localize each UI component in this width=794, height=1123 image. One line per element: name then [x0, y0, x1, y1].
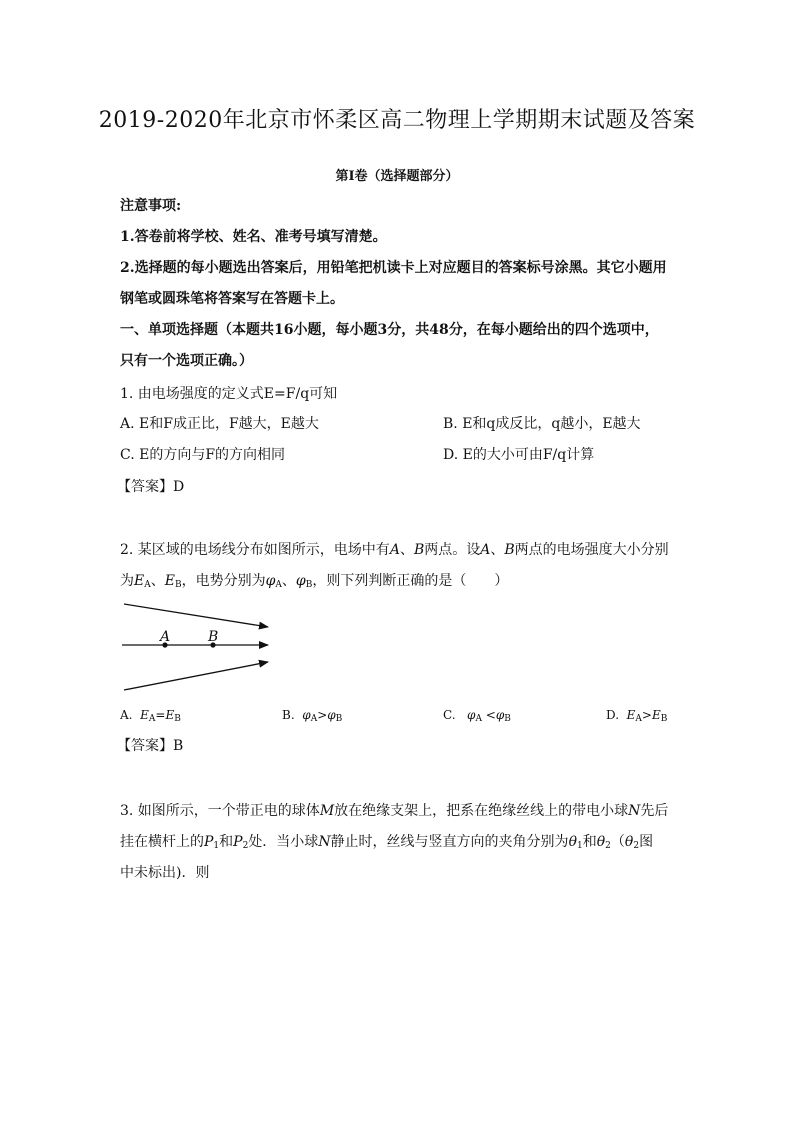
part1-instruction-line-1: 一、单项选择题（本题共16小题，每小题3分，共48分，在每小题给出的四个选项中，	[120, 322, 659, 338]
q2-option-d: D. $E_A>E_B$	[606, 708, 668, 724]
q2-answer: 【答案】B	[117, 738, 184, 754]
field-line-top	[124, 604, 268, 627]
label-b: B	[208, 629, 219, 645]
label-a: A	[160, 629, 171, 645]
q2-option-a: A. $E_A=E_B$	[120, 708, 181, 724]
note-2-line-1: 2.选择题的每小题选出答案后，用铅笔把机读卡上对应题目的答案标号涂黑。其它小题用	[120, 260, 667, 276]
field-line-bottom	[124, 662, 268, 690]
q1-answer: 【答案】D	[117, 479, 185, 495]
notes-heading: 注意事项:	[120, 198, 182, 214]
q2-option-b: B. $\varphi_A>\varphi_B$	[282, 708, 343, 724]
q1-stem: 1. 由电场强度的定义式E=F/q可知	[120, 386, 338, 402]
q3-stem-line-1: 3. 如图所示，一个带正电的球体M放在绝缘支架上，把系在绝缘丝线上的带电小球N先后	[120, 803, 669, 819]
document-title: 2019-2020年北京市怀柔区高二物理上学期期末试题及答案	[98, 108, 696, 133]
electric-field-lines-figure	[110, 598, 280, 696]
q3-stem-line-2: 挂在横杆上的$P_1$和$P_2$处．当小球N静止时，丝线与竖直方向的夹角分别为$\theta_1$和$\theta_2(\theta_2$图	[120, 834, 654, 851]
note-2-line-2: 钢笔或圆珠笔将答案写在答题卡上。	[120, 291, 344, 307]
note-1: 1.答卷前将学校、姓名、准考号填写清楚。	[120, 229, 387, 245]
part1-instruction-line-2: 只有一个选项正确。）	[120, 353, 253, 369]
q1-option-b: B. E和q成反比，q越小，E越大	[443, 416, 641, 432]
q1-option-d: D. E的大小可由F/q计算	[443, 447, 595, 463]
q2-option-c: C. $\varphi_A <\varphi_B$	[443, 708, 511, 724]
q3-stem-line-3: 中未标出)．则	[120, 865, 210, 881]
q2-stem-line-2: 为$E_A$、$E_B$，电势分别为$\varphi_A$、$\varphi_B$，则下列判断正确的是（ ）	[120, 573, 509, 590]
section-heading: 第Ⅰ卷（选择题部分）	[335, 169, 459, 184]
q2-stem-line-1: 2. 某区域的电场线分布如图所示，电场中有A、B两点。设A、B两点的电场强度大小分别	[120, 542, 669, 558]
q1-option-c: C. E的方向与F的方向相同	[120, 447, 286, 463]
q1-option-a: A. E和F成正比，F越大，E越大	[120, 416, 319, 432]
